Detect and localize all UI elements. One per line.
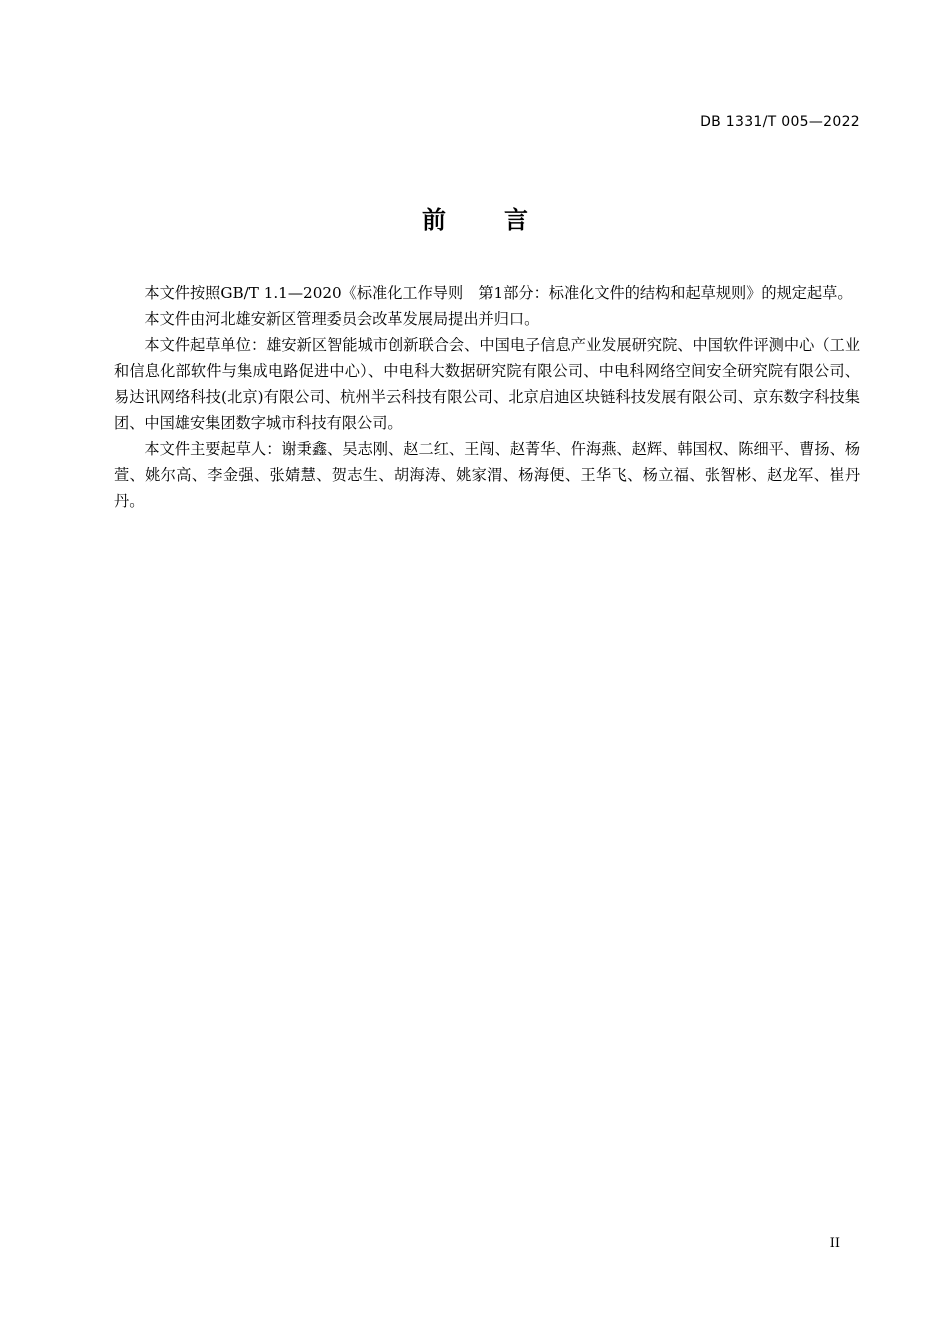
paragraph-drafting-rules: 本文件按照GB/T 1.1—2020《标准化工作导则 第1部分：标准化文件的结构和起草规则》的规定起草。 <box>144 284 853 302</box>
paragraph-drafters: 本文件主要起草人：谢秉鑫、吴志刚、赵二红、王闯、赵菁华、仵海燕、赵辉、韩国权、陈细平、曹扬、杨萱、姚尔高、李金强、张婧慧、贺志生、胡海涛、姚家渭、杨海便、王华飞、杨立福、张智彬、赵龙军、崔丹丹。 <box>114 440 860 510</box>
title-char-1: 前 <box>422 206 446 234</box>
page-title <box>0 200 950 235</box>
title-char-2: 言 <box>504 206 528 234</box>
paragraph-proposer: 本文件由河北雄安新区管理委员会改革发展局提出并归口。 <box>144 310 540 328</box>
page-number: II <box>829 1236 840 1251</box>
paragraph-drafting-units: 本文件起草单位：雄安新区智能城市创新联合会、中国电子信息产业发展研究院、中国软件评测中心（工业和信息化部软件与集成电路促进中心）、中电科大数据研究院有限公司、中电科网络空间安全研究院有限公司、易达讯网络科技(北京)有限公司、杭州半云科技有限公司、北京启迪区块链科技发展有限公司、京东数字科技集团、中国雄安集团数字城市科技有限公司。 <box>114 336 860 432</box>
document-code: DB 1331/T 005—2022 <box>700 114 860 130</box>
foreword-body <box>114 280 860 514</box>
